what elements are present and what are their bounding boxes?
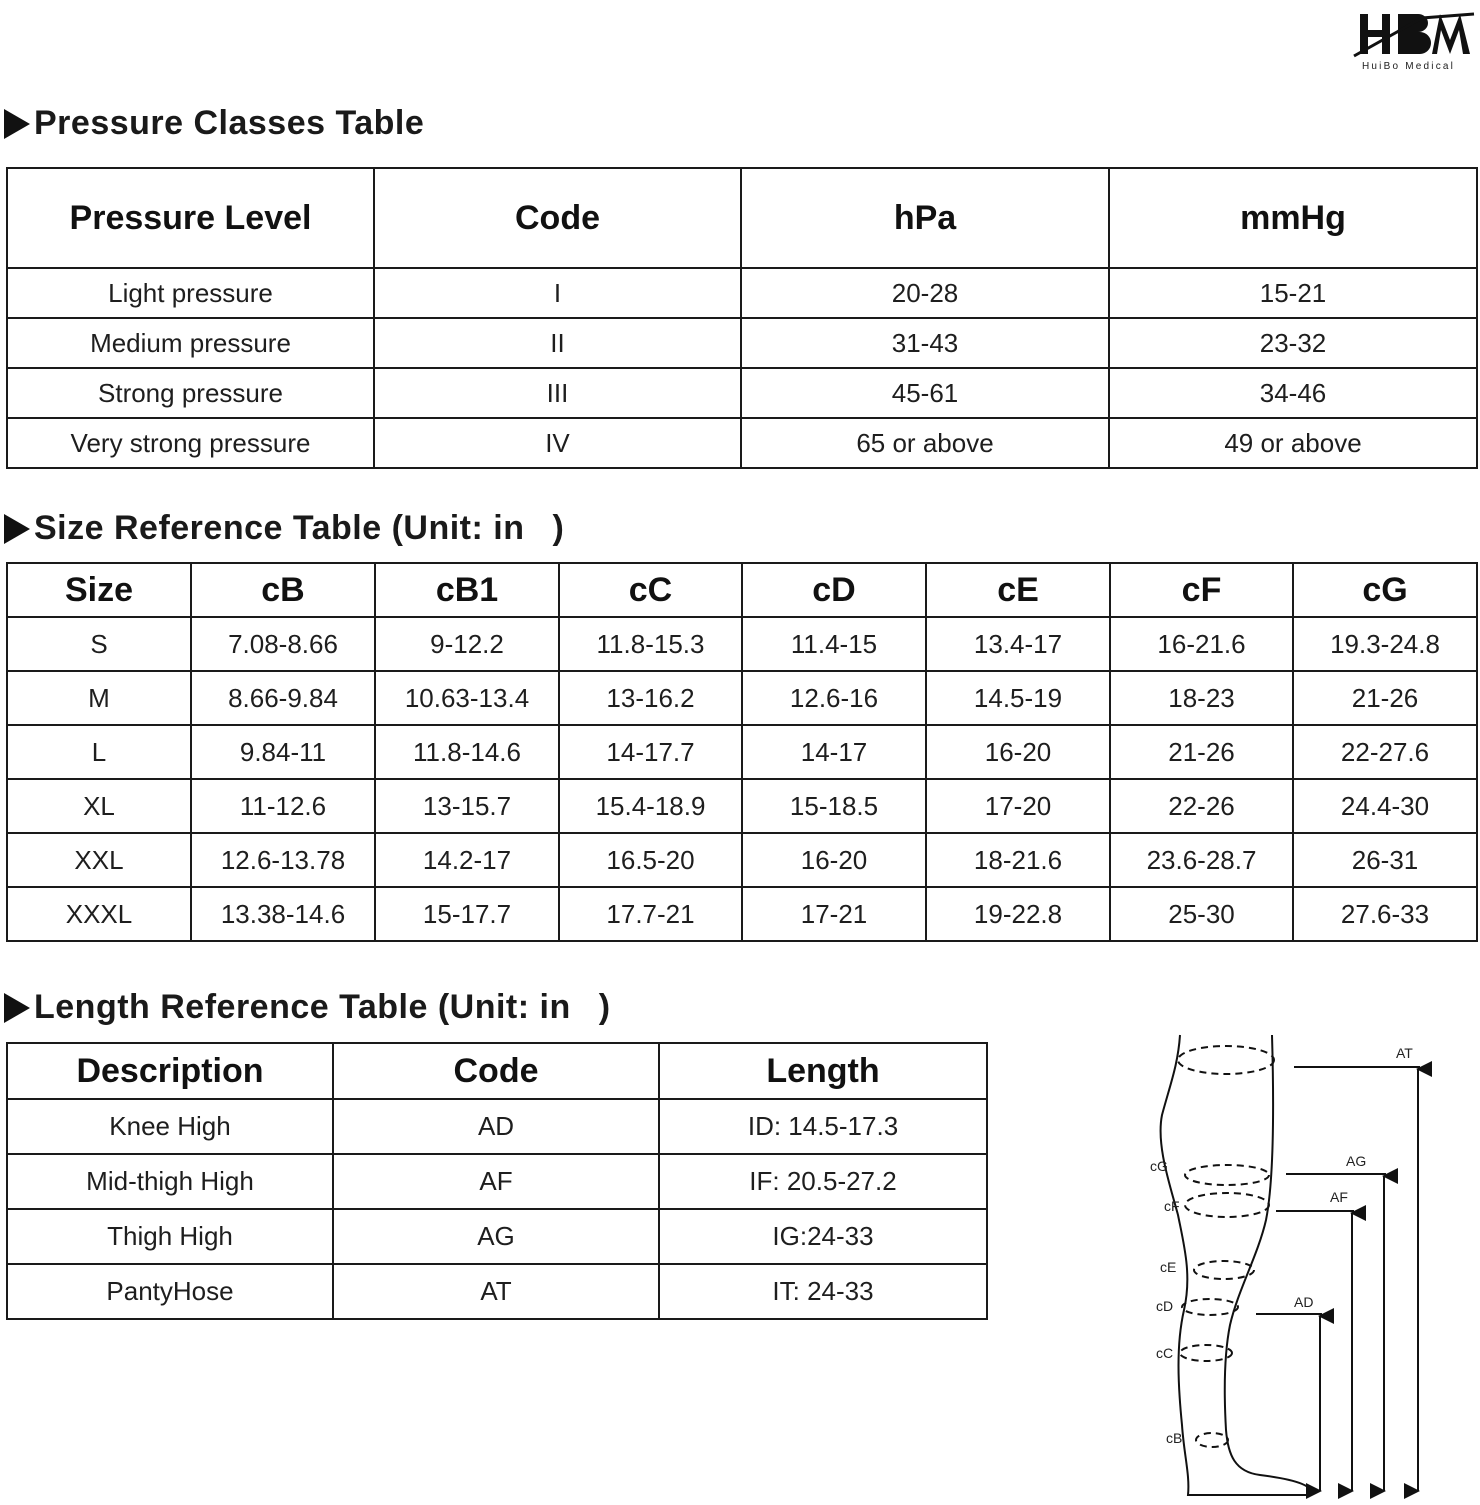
- table-cell: Mid-thigh High: [7, 1154, 333, 1209]
- size-reference-table: [6, 562, 1478, 942]
- table-cell: 13.4-17: [926, 617, 1110, 671]
- table-cell: 17-20: [926, 779, 1110, 833]
- table-cell: 45-61: [741, 368, 1109, 418]
- table-cell: 14-17.7: [559, 725, 742, 779]
- leg-measurement-diagram: [1140, 1025, 1440, 1500]
- table-cell: 20-28: [741, 268, 1109, 318]
- table-cell: 14-17: [742, 725, 926, 779]
- table-cell: 23-32: [1109, 318, 1477, 368]
- table-cell: 17.7-21: [559, 887, 742, 941]
- header-cell: Length: [659, 1043, 987, 1099]
- length-reference-table: [6, 1042, 988, 1320]
- header-cell: cC: [559, 563, 742, 617]
- table-cell: 11-12.6: [191, 779, 375, 833]
- table-cell: 19.3-24.8: [1293, 617, 1477, 671]
- table-row: [7, 1264, 987, 1319]
- diagram-label-AF: AF: [1330, 1189, 1348, 1205]
- table-cell: XXXL: [7, 887, 191, 941]
- table-cell: 15-18.5: [742, 779, 926, 833]
- table-cell: 24.4-30: [1293, 779, 1477, 833]
- table-cell: 16.5-20: [559, 833, 742, 887]
- table-cell: 11.8-15.3: [559, 617, 742, 671]
- table-row: [7, 617, 1477, 671]
- table-cell: IG:24-33: [659, 1209, 987, 1264]
- table-row: [7, 418, 1477, 468]
- table-header-row: [7, 1043, 987, 1099]
- table-cell: 26-31: [1293, 833, 1477, 887]
- length-title-text: Length Reference Table (Unit: in: [34, 988, 571, 1026]
- table-cell: ID: 14.5-17.3: [659, 1099, 987, 1154]
- table-cell: II: [374, 318, 741, 368]
- diagram-label-cB: cB: [1166, 1430, 1183, 1446]
- logo-subtitle: HuiBo Medical: [1362, 61, 1456, 72]
- table-cell: IT: 24-33: [659, 1264, 987, 1319]
- diagram-label-cF: cF: [1164, 1198, 1180, 1214]
- diagram-label-cC: cC: [1156, 1345, 1174, 1361]
- table-cell: 16-21.6: [1110, 617, 1293, 671]
- table-cell: 49 or above: [1109, 418, 1477, 468]
- brand-logo: [1352, 6, 1476, 72]
- table-cell: 18-21.6: [926, 833, 1110, 887]
- table-cell: 15-17.7: [375, 887, 559, 941]
- table-row: [7, 725, 1477, 779]
- header-cell: hPa: [741, 168, 1109, 268]
- table-cell: Light pressure: [7, 268, 374, 318]
- table-row: [7, 318, 1477, 368]
- table-cell: Thigh High: [7, 1209, 333, 1264]
- table-cell: AT: [333, 1264, 659, 1319]
- table-cell: XXL: [7, 833, 191, 887]
- table-header-row: [7, 168, 1477, 268]
- table-cell: 31-43: [741, 318, 1109, 368]
- header-cell: cB1: [375, 563, 559, 617]
- size-section-title: [4, 509, 564, 548]
- pressure-classes-table: [6, 167, 1478, 469]
- table-cell: 14.5-19: [926, 671, 1110, 725]
- table-cell: 13-15.7: [375, 779, 559, 833]
- header-cell: cB: [191, 563, 375, 617]
- diagram-label-AG: AG: [1346, 1153, 1367, 1169]
- table-cell: 9-12.2: [375, 617, 559, 671]
- pressure-section-title: [4, 104, 424, 143]
- table-cell: XL: [7, 779, 191, 833]
- table-cell: AF: [333, 1154, 659, 1209]
- header-cell: Pressure Level: [7, 168, 374, 268]
- table-cell: 17-21: [742, 887, 926, 941]
- table-cell: 22-26: [1110, 779, 1293, 833]
- length-section-title: [4, 988, 611, 1027]
- table-cell: III: [374, 368, 741, 418]
- diagram-label-cD: cD: [1156, 1298, 1174, 1314]
- table-cell: 25-30: [1110, 887, 1293, 941]
- table-row: [7, 268, 1477, 318]
- table-cell: 13-16.2: [559, 671, 742, 725]
- diagram-label-cE: cE: [1160, 1259, 1177, 1275]
- table-cell: Knee High: [7, 1099, 333, 1154]
- table-cell: IF: 20.5-27.2: [659, 1154, 987, 1209]
- table-row: [7, 779, 1477, 833]
- size-title-text: Size Reference Table (Unit: in: [34, 509, 525, 547]
- table-cell: 27.6-33: [1293, 887, 1477, 941]
- table-row: [7, 833, 1477, 887]
- table-cell: AD: [333, 1099, 659, 1154]
- header-cell: mmHg: [1109, 168, 1477, 268]
- table-cell: IV: [374, 418, 741, 468]
- leg-outline-illustration: [1140, 1025, 1440, 1500]
- table-cell: 14.2-17: [375, 833, 559, 887]
- pressure-title-text: Pressure Classes Table: [34, 104, 425, 142]
- table-cell: M: [7, 671, 191, 725]
- table-cell: Very strong pressure: [7, 418, 374, 468]
- header-cell: cF: [1110, 563, 1293, 617]
- table-row: [7, 1154, 987, 1209]
- table-cell: PantyHose: [7, 1264, 333, 1319]
- size-title-close: ): [552, 509, 565, 547]
- table-row: [7, 671, 1477, 725]
- triangle-bullet-icon: [4, 514, 30, 544]
- table-header-row: [7, 563, 1477, 617]
- table-cell: 12.6-16: [742, 671, 926, 725]
- table-cell: 18-23: [1110, 671, 1293, 725]
- table-cell: I: [374, 268, 741, 318]
- table-cell: 7.08-8.66: [191, 617, 375, 671]
- table-cell: L: [7, 725, 191, 779]
- table-cell: Strong pressure: [7, 368, 374, 418]
- length-title-close: ): [598, 988, 611, 1026]
- table-row: [7, 368, 1477, 418]
- triangle-bullet-icon: [4, 109, 30, 139]
- table-cell: 21-26: [1110, 725, 1293, 779]
- table-cell: 15.4-18.9: [559, 779, 742, 833]
- diagram-label-cG: cG: [1150, 1158, 1168, 1174]
- table-cell: Medium pressure: [7, 318, 374, 368]
- diagram-label-AT: AT: [1396, 1045, 1413, 1061]
- table-cell: 8.66-9.84: [191, 671, 375, 725]
- table-cell: 15-21: [1109, 268, 1477, 318]
- hbm-logo-mark: [1352, 6, 1476, 62]
- header-cell: Code: [374, 168, 741, 268]
- triangle-bullet-icon: [4, 993, 30, 1023]
- table-cell: 16-20: [926, 725, 1110, 779]
- table-cell: 9.84-11: [191, 725, 375, 779]
- table-cell: 21-26: [1293, 671, 1477, 725]
- header-cell: cE: [926, 563, 1110, 617]
- header-cell: Description: [7, 1043, 333, 1099]
- table-cell: 23.6-28.7: [1110, 833, 1293, 887]
- table-row: [7, 1209, 987, 1264]
- table-cell: 12.6-13.78: [191, 833, 375, 887]
- table-row: [7, 887, 1477, 941]
- table-cell: 22-27.6: [1293, 725, 1477, 779]
- table-row: [7, 1099, 987, 1154]
- header-cell: Code: [333, 1043, 659, 1099]
- diagram-label-AD: AD: [1294, 1294, 1314, 1310]
- header-cell: cG: [1293, 563, 1477, 617]
- table-cell: 11.4-15: [742, 617, 926, 671]
- table-cell: 11.8-14.6: [375, 725, 559, 779]
- table-cell: AG: [333, 1209, 659, 1264]
- table-cell: 19-22.8: [926, 887, 1110, 941]
- table-cell: S: [7, 617, 191, 671]
- table-cell: 16-20: [742, 833, 926, 887]
- header-cell: cD: [742, 563, 926, 617]
- table-cell: 65 or above: [741, 418, 1109, 468]
- table-cell: 10.63-13.4: [375, 671, 559, 725]
- table-cell: 13.38-14.6: [191, 887, 375, 941]
- table-cell: 34-46: [1109, 368, 1477, 418]
- header-cell: Size: [7, 563, 191, 617]
